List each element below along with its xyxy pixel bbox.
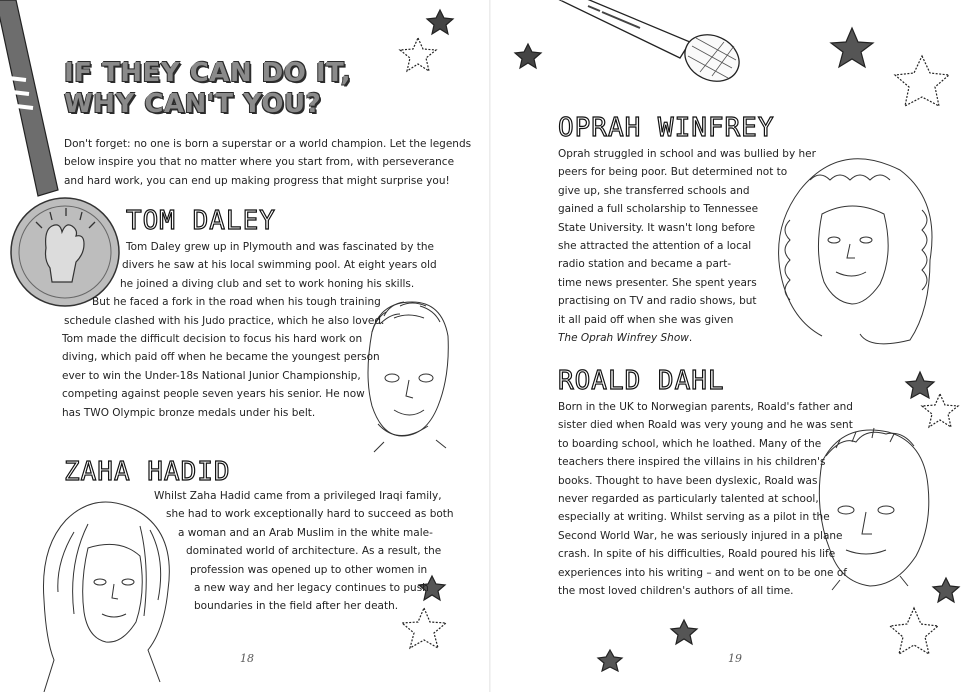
zaha-hadid-heading: ZAHA HADID bbox=[64, 457, 231, 487]
oprah-winfrey-bio: Oprah struggled in school and was bullied by her peers for being poor. But determined not to give up, she transferred schools and gained a full scholarship to Tennessee State University. It wasn't long before she attracted the attention of a local radio station and became a part- time news presenter. She spent years practising on TV and radio shows, but it all paid off when she was given The Oprah Winfrey Show. bbox=[558, 148, 816, 345]
intro-paragraph: Don't forget: no one is born a superstar or a world champion. Let the legends below inspire you that no matter where you start from, with perseverance and hard work, you can end up making progress that might surprise you! bbox=[64, 138, 472, 187]
page-gutter bbox=[489, 0, 491, 692]
show-title: The Oprah Winfrey Show bbox=[558, 332, 689, 345]
page-number-left: 18 bbox=[240, 652, 254, 665]
tom-daley-heading: TOM DALEY bbox=[126, 206, 276, 236]
title-line: IF THEY CAN DO IT, bbox=[64, 58, 351, 88]
roald-dahl-bio: Born in the UK to Norwegian parents, Roald's father and sister died when Roald was very young and he was sent to boarding school, which he loathed. Many of the teachers there inspired the villains in his children's books. Thought to have been dyslexic, Roald was never regarded as particularly talented at school, especially at writing. Whilst serving as a pilot in the Second World War, he was seriously injured in a plane crash. In spite of his difficulties, Roald poured his life experiences into his writing – and went on to be one of the most loved children's authors of all time. bbox=[558, 401, 853, 598]
oprah-winfrey-heading: OPRAH WINFREY bbox=[558, 113, 775, 143]
medal-ribbon-icon bbox=[0, 0, 58, 196]
zaha-hadid-bio: Whilst Zaha Hadid came from a privileged Iraqi family, she had to work exceptionally hard to succeed as both a woman and an Arab Muslim in the white male- dominated world of architecture. As a result, the profession was opened up to other women in a new way and her legacy continues to push boundaries in the field after her death. bbox=[154, 490, 454, 613]
main-title bbox=[64, 58, 424, 120]
tom-daley-bio: Tom Daley grew up in Plymouth and was fascinated by the divers he saw at his local swimming pool. At eight years old he joined a diving club and set to work honing his skills. But he faced a fork in the road when his tough training schedule clashed with his Judo practice, which he also loved. Tom made the difficult decision to focus his hard work on diving, which paid off when he became the youngest person ever to win the Under-18s National Junior Championship, competing against people seven years his senior. He now has TWO Olympic bronze medals under his belt. bbox=[62, 241, 437, 419]
title-line: WHY CAN'T YOU? bbox=[64, 89, 322, 119]
page-number-right: 19 bbox=[728, 652, 742, 665]
microphone-icon bbox=[560, 0, 747, 90]
roald-dahl-heading: ROALD DAHL bbox=[558, 366, 725, 396]
